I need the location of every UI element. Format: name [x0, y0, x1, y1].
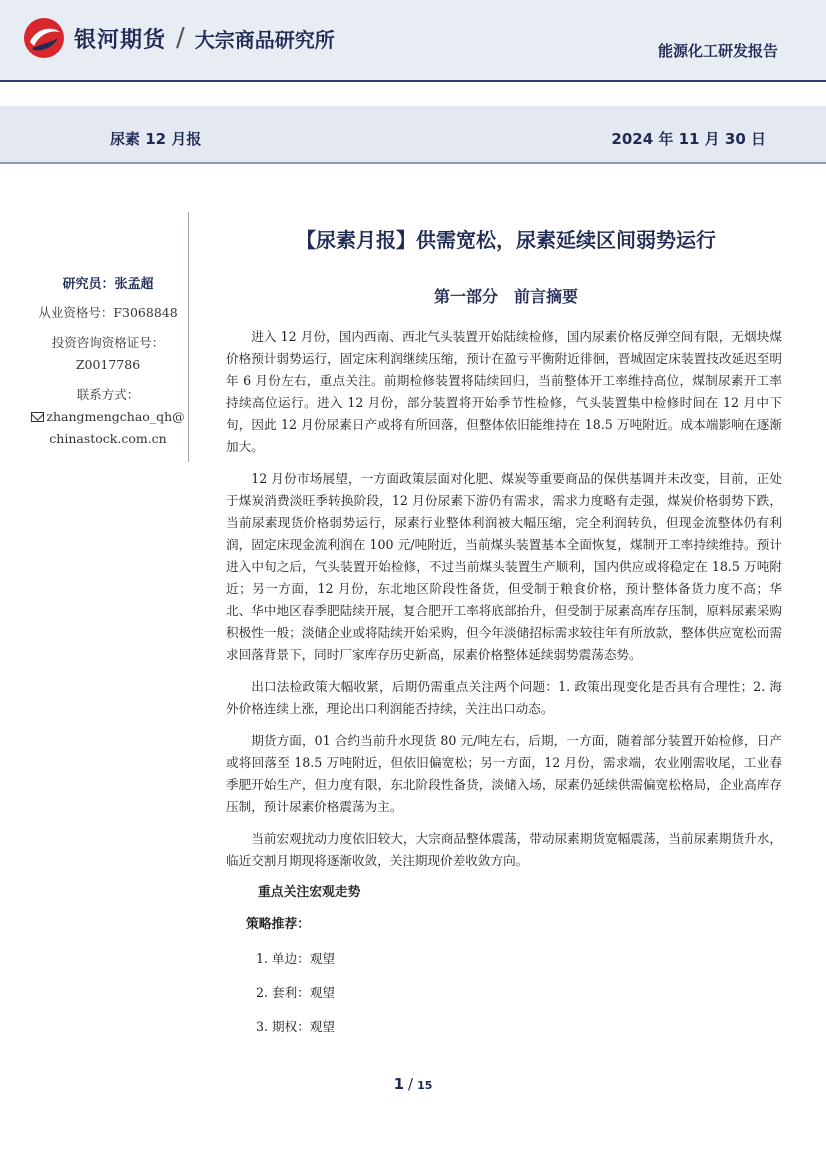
email-line-1[interactable]: zhangmengchao_qh@	[46, 409, 185, 424]
author-sidebar	[30, 274, 186, 450]
report-type-label: 能源化工研发报告	[657, 42, 778, 60]
strategy-heading: 策略推荐：	[246, 917, 310, 932]
report-date: 2024 年 11 月 30 日	[611, 130, 766, 148]
strategy-item: 1. 单边：观望	[256, 951, 335, 966]
strategy-item: 3. 期权：观望	[256, 1019, 335, 1034]
focus-note: 重点关注宏观走势	[258, 885, 361, 900]
brand-name: 银河期货	[74, 27, 167, 53]
researcher-name: 研究员：张孟超	[62, 277, 154, 292]
email-line-2[interactable]: chinastock.com.cn	[49, 431, 167, 446]
galaxy-logo-icon	[22, 16, 66, 60]
page-separator: /	[408, 1075, 414, 1093]
body-paragraph: 12 月份市场展望，一方面政策层面对化肥、煤炭等重要商品的保供基调并未改变，目前，正处于煤炭消费淡旺季转换阶段，12 月份尿素下游仍有需求，需求力度略有走强，煤炭价格弱势下跌，当前尿素现货价格弱势运行，尿素行业整体利润被大幅压缩，完全利润转负，但现金流整体仍有利润，固定床现金流利润在 100 元/吨附近，当前煤头装置基本全面恢复，煤制开工率持续维持。预计进入中旬之后，气头装置开始检修，不过当前煤头装置生产顺利，国内供应或将稳定在 18.5 万吨附近；另一方面，12 月份，东北地区阶段性备货，但受制于粮食价格，预计整体备货力度不高；华北、华中地区春季肥陆续开展，复合肥开工率将底部抬升，但受制于尿素高库存压制，原料尿素采购积极性一般；淡储企业或将陆续开始采购，但今年淡储招标需求较往年有所放款，整体供应宽松而需求回落背景下，同时厂家库存历史新高，尿素价格整体延续弱势震荡态势。	[226, 471, 782, 662]
mail-icon	[31, 412, 44, 422]
sidebar-divider	[188, 212, 189, 462]
page-current: 1	[393, 1075, 405, 1093]
body-paragraph: 进入 12 月份，国内西南、西北气头装置开始陆续检修，国内尿素价格反弹空间有限，无烟块煤价格预计弱势运行，固定床利润继续压缩，预计在盈亏平衡附近徘徊，晋城固定床装置技改延迟至明年 6 月份左右，重点关注。前期检修装置将陆续回归，当前整体开工率维持高位，煤制尿素开工率持续高位运行。进入 12 月份，部分装置将开始季节性检修，气头装置集中检修时间在 12 月中下旬，因此 12 月份尿素日产或将有所回落，但整体依旧能维持在 18.5 万吨附近。成本端影响在逐渐加大。	[226, 329, 782, 454]
report-series-label: 尿素 12 月报	[110, 130, 202, 148]
institute-name: 大宗商品研究所	[194, 27, 335, 52]
report-title: 【尿素月报】供需宽松，尿素延续区间弱势运行	[296, 228, 716, 252]
brand-separator: /	[176, 23, 185, 53]
body-paragraph: 期货方面，01 合约当前升水现货 80 元/吨左右，后期，一方面，随着部分装置开始检修，日产或将回落至 18.5 万吨附近，但依旧偏宽松；另一方面，12 月份，需求端，农业刚需收尾，工业春季肥开始生产，但力度有限，东北阶段性备货，淡储入场，尿素仍延续供需偏宽松格局，企业高库存压制，预计尿素价格震荡为主。	[226, 733, 782, 814]
header-logo-group	[22, 16, 335, 60]
consult-license-label: 投资咨询资格证号：	[51, 335, 165, 350]
consult-license-number: Z0017786	[75, 357, 141, 372]
body-paragraph: 出口法检政策大幅收紧，后期仍需重点关注两个问题：1. 政策出现变化是否具有合理性；2. 海外价格连续上涨，理论出口利润能否持续，关注出口动态。	[226, 679, 782, 716]
section-heading: 第一部分 前言摘要	[433, 287, 578, 306]
header-rule	[0, 80, 826, 82]
subheader-band	[0, 106, 826, 164]
page-total: 15	[417, 1079, 433, 1092]
contact-label: 联系方式：	[76, 387, 140, 402]
report-body	[226, 326, 782, 1050]
strategy-item: 2. 套利：观望	[256, 985, 335, 1000]
license-number: 从业资格号：F3068848	[38, 305, 178, 320]
email-row[interactable]	[30, 406, 186, 428]
body-paragraph: 当前宏观扰动力度依旧较大，大宗商品整体震荡，带动尿素期货宽幅震荡，当前尿素期货升水，临近交割月期现将逐渐收敛，关注期现价差收敛方向。	[226, 831, 782, 868]
page-indicator	[0, 1074, 826, 1093]
